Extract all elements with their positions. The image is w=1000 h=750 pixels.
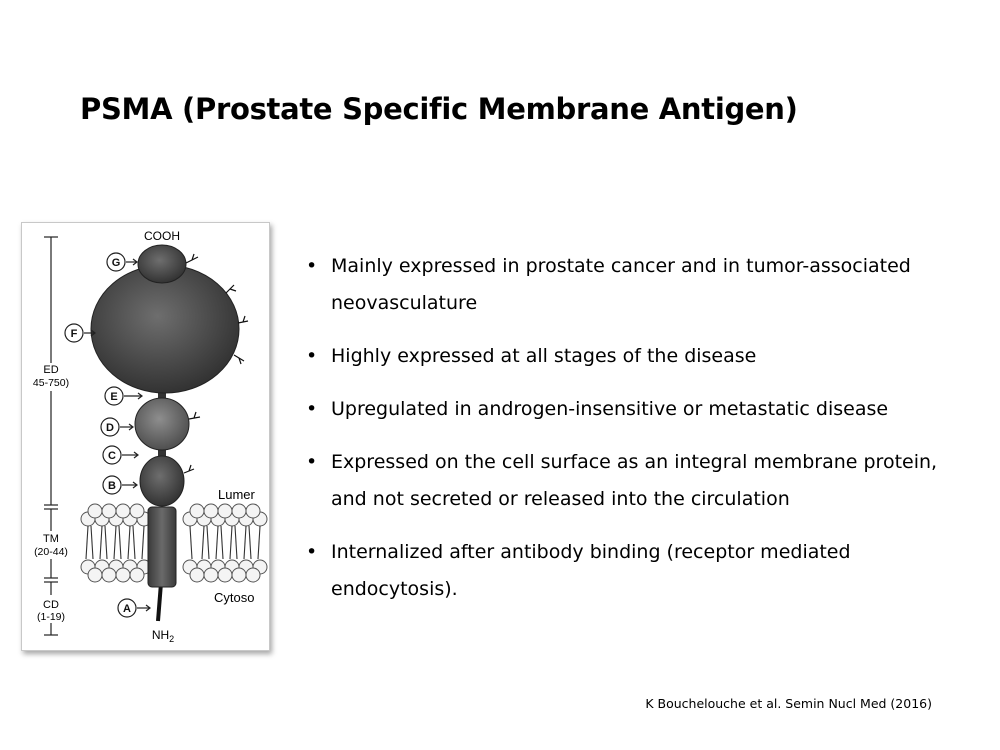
- bullet-list: [306, 248, 946, 624]
- domain-letter-g: G: [111, 257, 121, 269]
- bullet-marker: •: [306, 451, 318, 473]
- tm-range-label: (20-44): [34, 546, 68, 558]
- bullet-text: Highly expressed at all stages of the disease: [331, 345, 757, 367]
- ed-label: ED: [43, 364, 59, 376]
- domain-letter-e: E: [110, 391, 118, 403]
- cd-range-label: (1-19): [36, 611, 66, 623]
- bullet-item: [306, 391, 946, 428]
- domain-letter-b: B: [108, 480, 116, 492]
- cd-label: CD: [43, 599, 59, 611]
- domain-letter-c: C: [108, 450, 116, 462]
- domain-scale: [44, 237, 58, 635]
- bullet-text: Expressed on the cell surface as an integral membrane protein, and not secreted or released into the circulation: [331, 451, 938, 510]
- psma-structure-figure: [21, 222, 270, 651]
- bullet-marker: •: [306, 255, 318, 277]
- lumen-label: Lumer: [218, 487, 255, 502]
- domain-letter-a: A: [123, 603, 131, 615]
- cooh-terminus-label: COOH: [144, 229, 180, 243]
- bullet-text: Upregulated in androgen-insensitive or metastatic disease: [331, 398, 889, 420]
- bullet-item: [306, 444, 946, 518]
- bullet-marker: •: [306, 398, 318, 420]
- domain-letter-d: D: [106, 422, 114, 434]
- bullet-text: Internalized after antibody binding (receptor mediated endocytosis).: [331, 541, 851, 600]
- bullet-marker: •: [306, 541, 318, 563]
- slide-title: PSMA (Prostate Specific Membrane Antigen): [80, 92, 798, 126]
- citation: K Bouchelouche et al. Semin Nucl Med (2016): [645, 696, 932, 711]
- domain-letter-f: F: [70, 328, 78, 340]
- cytosol-label: Cytoso: [214, 590, 255, 605]
- bullet-item: [306, 534, 946, 608]
- bullet-item: [306, 338, 946, 375]
- ed-range-label: 45-750): [32, 377, 70, 389]
- domain-marker-f: [65, 324, 95, 342]
- bullet-marker: •: [306, 345, 318, 367]
- nh2-terminus-label: $NH_2$: [151, 628, 175, 644]
- tm-label: TM: [43, 533, 59, 545]
- bullet-item: [306, 248, 946, 322]
- bullet-text: Mainly expressed in prostate cancer and in tumor-associated neovasculature: [331, 255, 911, 314]
